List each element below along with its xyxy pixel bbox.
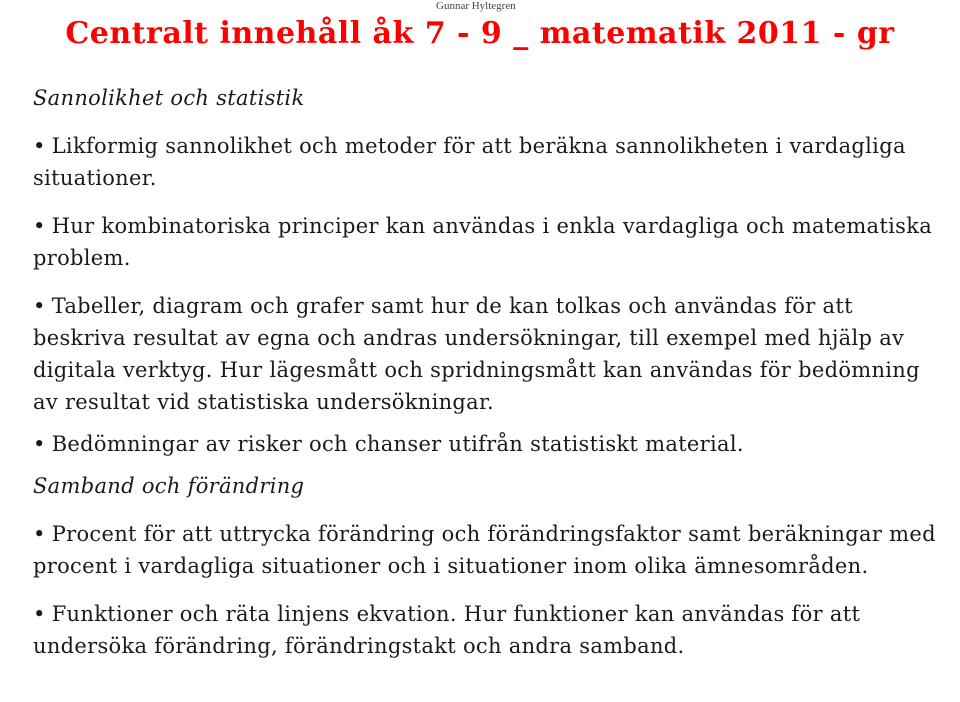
bullet-text: Bedömningar av risker och chanser utifrån statistiskt material. (51, 432, 744, 456)
bullet-text: Hur kombinatoriska principer kan användas i enkla vardagliga och matematiska problem. (33, 214, 933, 270)
bullet-item (33, 598, 945, 662)
bullet-item (33, 428, 945, 460)
bullet-icon: • (33, 134, 46, 158)
section-heading-probability: Sannolikhet och statistik (33, 86, 305, 110)
bullet-text: Procent för att uttrycka förändring och förändringsfaktor samt beräkningar med procent i vardagliga situationer och i situationer inom olika ämnesområden. (33, 522, 936, 578)
bullet-icon: • (33, 294, 46, 318)
bullet-text: Likformig sannolikhet och metoder för att beräkna sannolikheten i vardagliga situationer. (33, 134, 906, 190)
bullet-icon: • (33, 432, 46, 456)
bullet-item (33, 130, 945, 194)
author-name: Gunnar Hyltegren (436, 0, 516, 12)
bullet-item (33, 210, 945, 274)
bullet-icon: • (33, 602, 46, 626)
slide-content (33, 82, 945, 678)
bullet-item (33, 290, 945, 418)
bullet-text: Tabeller, diagram och grafer samt hur de kan tolkas och användas för att beskriva resultat av egna och andras undersökningar, till exempel med hjälp av digitala verktyg. Hur lägesmått och spridningsmått kan användas för bedömning av resultat vid statistiska undersökningar. (33, 294, 920, 414)
bullet-text: Funktioner och räta linjens ekvation. Hur funktioner kan användas för att undersöka förändring, förändringstakt och andra samband. (33, 602, 861, 658)
bullet-icon: • (33, 214, 46, 238)
section-heading-change: Samband och förändring (33, 474, 305, 498)
bullet-icon: • (33, 522, 46, 546)
bullet-item (33, 518, 945, 582)
slide-title: Centralt innehåll åk 7 - 9 _ matematik 2011 - gr (65, 16, 895, 51)
